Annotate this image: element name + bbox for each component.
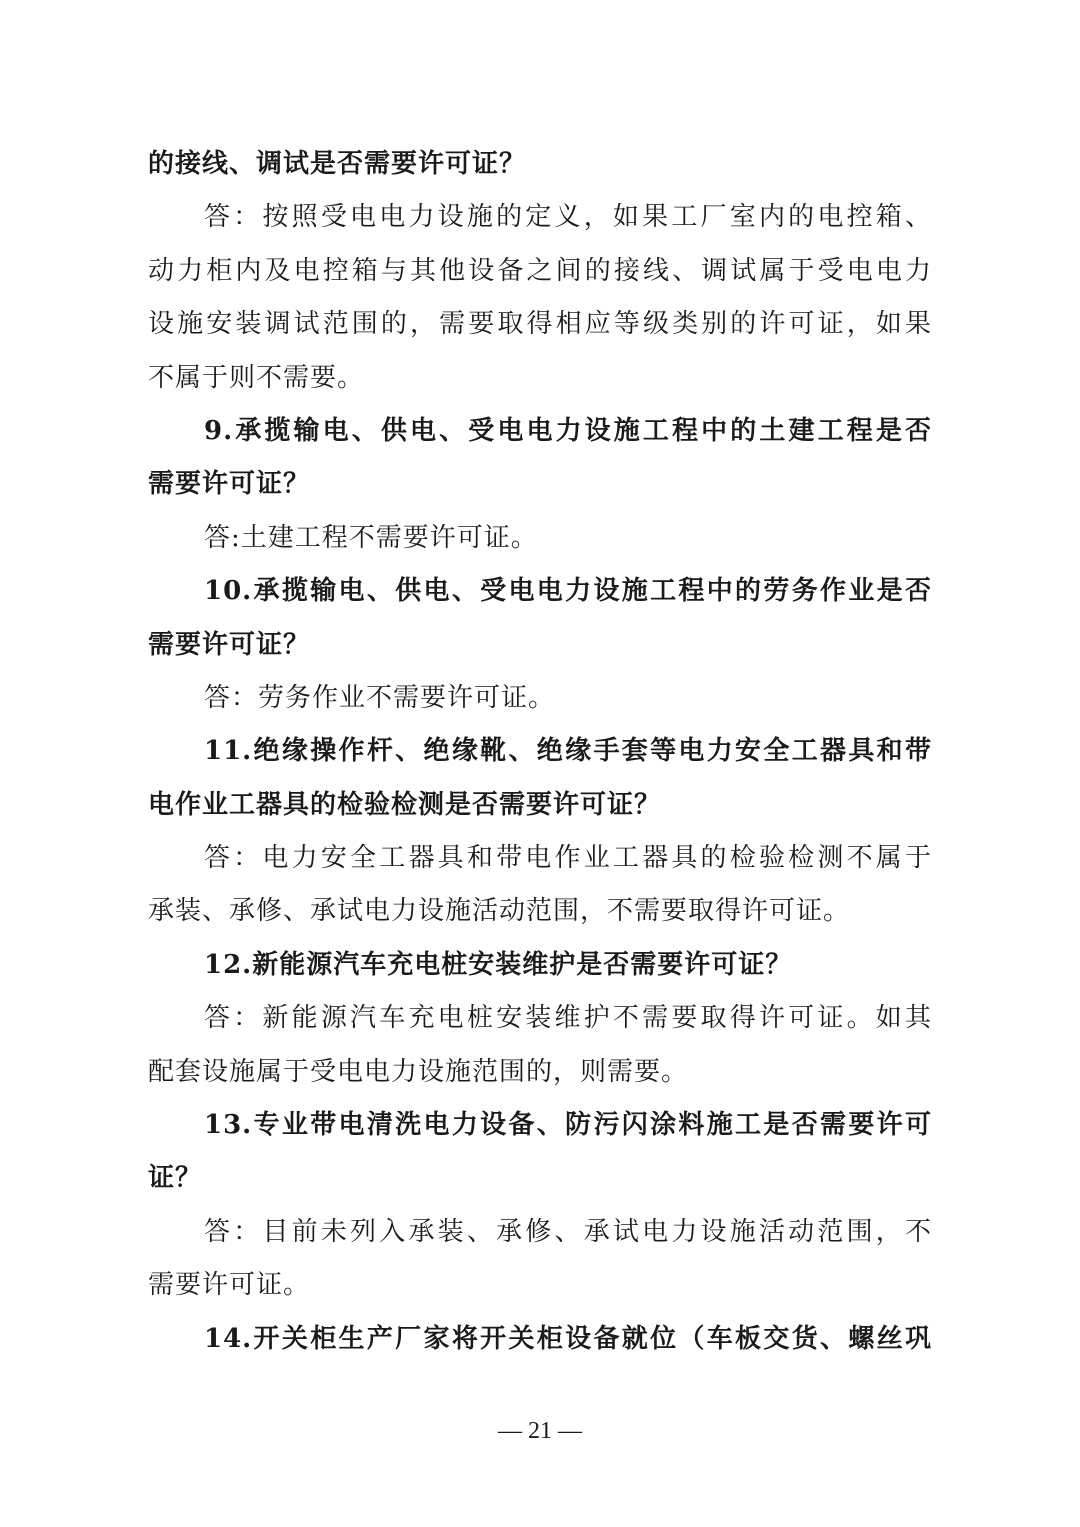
text-line: 12.新能源汽车充电桩安装维护是否需要许可证？ [204,949,793,980]
answer-paragraph [148,832,932,939]
text-line: 需要许可证。 [148,1270,311,1301]
text-line: 14.开关柜生产厂家将开关柜设备就位（车板交货、螺丝巩 [204,1323,932,1354]
text-line: 11.绝缘操作杆、绝缘靴、绝缘手套等电力安全工器具和带 [204,736,932,767]
question-paragraph [148,565,932,672]
question-paragraph [148,1313,932,1366]
document-body [148,138,932,1366]
text-line: 承装、承修、承试电力设施活动范围，不需要取得许可证。 [148,896,851,927]
page-number: — 21 — [498,1418,582,1444]
question-paragraph [148,138,932,191]
text-line: 电作业工器具的检验检测是否需要许可证？ [148,789,662,820]
text-line: 需要许可证？ [148,469,311,500]
text-line: 13.专业带电清洗电力设备、防污闪涂料施工是否需要许可 [204,1110,932,1141]
text-line: 的接线、调试是否需要许可证？ [148,149,527,179]
text-line: 需要许可证？ [148,629,311,660]
answer-paragraph [148,992,932,1099]
answer-paragraph [148,512,932,565]
text-line: 设施安装调试范围的，需要取得相应等级类别的许可证，如果 [148,309,932,340]
text-line: 不属于则不需要。 [148,362,365,393]
text-line: 答：按照受电电力设施的定义，如果工厂室内的电控箱、 [204,202,932,233]
text-line: 答:土建工程不需要许可证。 [204,522,538,553]
answer-paragraph [148,191,932,405]
question-paragraph [148,405,932,512]
text-line: 答：电力安全工器具和带电作业工器具的检验检测不属于 [204,843,932,874]
text-line: 答：目前未列入承装、承修、承试电力设施活动范围，不 [204,1216,932,1247]
text-line: 配套设施属于受电电力设施范围的，则需要。 [148,1056,689,1087]
text-line: 证？ [148,1163,203,1194]
question-paragraph [148,725,932,832]
text-line: 9.承揽输电、供电、受电电力设施工程中的土建工程是否 [204,415,932,446]
question-paragraph [148,1099,932,1206]
question-paragraph [148,939,932,992]
answer-paragraph [148,1206,932,1313]
text-line: 10.承揽输电、供电、受电电力设施工程中的劳务作业是否 [204,576,932,607]
text-line: 动力柜内及电控箱与其他设备之间的接线、调试属于受电电力 [148,255,932,286]
text-line: 答：新能源汽车充电桩安装维护不需要取得许可证。如其 [204,1003,932,1034]
text-line: 答：劳务作业不需要许可证。 [204,682,556,713]
answer-paragraph [148,672,932,725]
